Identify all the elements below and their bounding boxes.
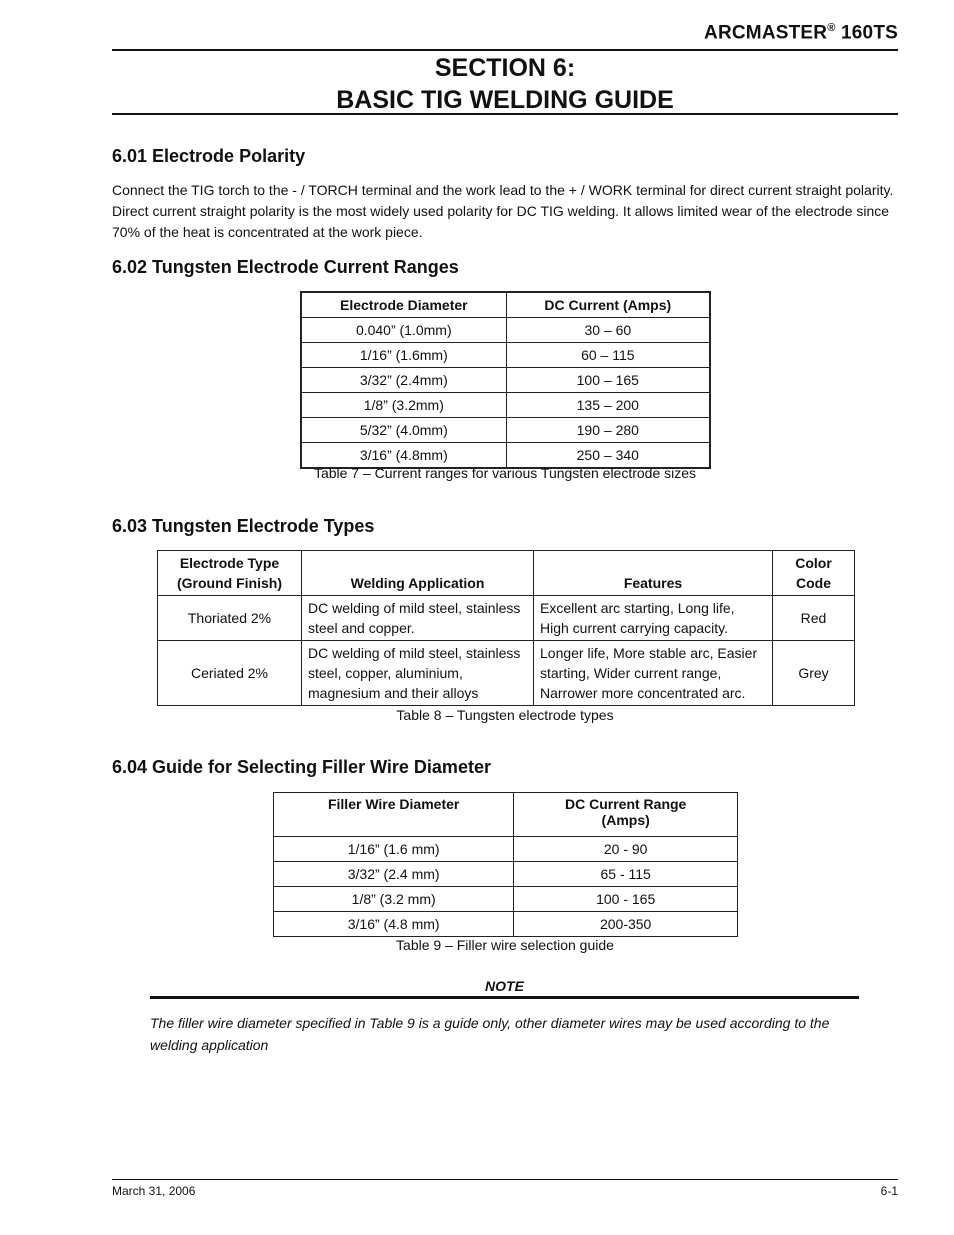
col-dc-current: DC Current (Amps) bbox=[506, 292, 710, 318]
table-cell: 1/16” (1.6mm) bbox=[301, 343, 506, 368]
table-cell: Longer life, More stable arc, Easier starting, Wider current range, Narrower more concentrated arc. bbox=[534, 641, 773, 706]
table-cell: 5/32” (4.0mm) bbox=[301, 418, 506, 443]
table-header-row bbox=[274, 793, 738, 837]
table-cell: 3/32” (2.4 mm) bbox=[274, 862, 514, 887]
col-electrode-type: Electrode Type (Ground Finish) bbox=[158, 551, 302, 596]
heading-6-01: 6.01 Electrode Polarity bbox=[112, 146, 306, 166]
table-cell: 30 – 60 bbox=[506, 318, 710, 343]
col-filler-wire-diameter: Filler Wire Diameter bbox=[274, 793, 514, 837]
col-dc-current-range: DC Current Range (Amps) bbox=[514, 793, 738, 837]
table-row bbox=[274, 837, 738, 862]
section-title bbox=[112, 52, 898, 116]
table-cell: Ceriated 2% bbox=[158, 641, 302, 706]
table-cell: 250 – 340 bbox=[506, 443, 710, 469]
registered-mark: ® bbox=[827, 22, 836, 34]
table-cell: DC welding of mild steel, stainless steel and copper. bbox=[302, 596, 534, 641]
table-header-row bbox=[301, 292, 710, 318]
polarity-paragraph: Connect the TIG torch to the - / TORCH terminal and the work lead to the + / WORK terminal for direct current straight polarity. Direct current straight polarity is the most widely used polarity for DC TIG welding. It allows limited wear of the electrode since 70% of the heat is concentrated at the work piece. bbox=[112, 182, 894, 240]
table-header-row bbox=[158, 551, 855, 596]
col-electrode-diameter: Electrode Diameter bbox=[301, 292, 506, 318]
table-cell: Excellent arc starting, Long life, High current carrying capacity. bbox=[534, 596, 773, 641]
table-cell: Red bbox=[773, 596, 855, 641]
brand-name: ARCMASTER bbox=[704, 22, 828, 44]
table-cell: Grey bbox=[773, 641, 855, 706]
col-features: Features bbox=[534, 551, 773, 596]
filler-wire-table bbox=[273, 792, 738, 937]
note-label: NOTE bbox=[485, 978, 524, 994]
page-number: 6-1 bbox=[880, 1184, 898, 1198]
note-text: The filler wire diameter specified in Table 9 is a guide only, other diameter wires may be used according to the welding application bbox=[150, 1015, 830, 1053]
table-row bbox=[274, 912, 738, 937]
table-cell: 100 - 165 bbox=[514, 887, 738, 912]
table-cell: 100 – 165 bbox=[506, 368, 710, 393]
table-row bbox=[301, 318, 710, 343]
heading-6-03: 6.03 Tungsten Electrode Types bbox=[112, 516, 375, 536]
table-8-caption: Table 8 – Tungsten electrode types bbox=[396, 707, 614, 723]
table-cell: 65 - 115 bbox=[514, 862, 738, 887]
table-cell: 135 – 200 bbox=[506, 393, 710, 418]
current-ranges-table bbox=[300, 291, 711, 469]
title-rule bbox=[112, 113, 898, 115]
table-cell: 190 – 280 bbox=[506, 418, 710, 443]
table-cell: 1/16” (1.6 mm) bbox=[274, 837, 514, 862]
col-welding-application: Welding Application bbox=[302, 551, 534, 596]
col-color-code: Color Code bbox=[773, 551, 855, 596]
header-rule bbox=[112, 49, 898, 51]
table-cell: 3/16” (4.8mm) bbox=[301, 443, 506, 469]
footer-date: March 31, 2006 bbox=[112, 1184, 196, 1198]
table-cell: 60 – 115 bbox=[506, 343, 710, 368]
table-row bbox=[274, 862, 738, 887]
table-cell: 1/8” (3.2 mm) bbox=[274, 887, 514, 912]
section-number: SECTION 6: bbox=[434, 54, 576, 82]
table-row bbox=[274, 887, 738, 912]
table-row bbox=[301, 343, 710, 368]
table-cell: 1/8” (3.2mm) bbox=[301, 393, 506, 418]
table-cell: 200-350 bbox=[514, 912, 738, 937]
table-row bbox=[301, 393, 710, 418]
table-cell: 0.040” (1.0mm) bbox=[301, 318, 506, 343]
table-cell: DC welding of mild steel, stainless steel, copper, aluminium, magnesium and their alloys bbox=[302, 641, 534, 706]
table-9-caption: Table 9 – Filler wire selection guide bbox=[396, 937, 614, 953]
brand-title bbox=[704, 22, 898, 44]
heading-6-02: 6.02 Tungsten Electrode Current Ranges bbox=[112, 257, 459, 277]
electrode-types-table bbox=[157, 550, 855, 706]
model-name: 160TS bbox=[841, 22, 898, 44]
heading-6-04: 6.04 Guide for Selecting Filler Wire Diameter bbox=[112, 757, 491, 777]
table-cell: Thoriated 2% bbox=[158, 596, 302, 641]
table-cell: 20 - 90 bbox=[514, 837, 738, 862]
table-7-caption: Table 7 – Current ranges for various Tungsten electrode sizes bbox=[313, 465, 697, 481]
table-cell: 3/16” (4.8 mm) bbox=[274, 912, 514, 937]
table-row bbox=[158, 641, 855, 706]
footer-rule bbox=[112, 1179, 898, 1180]
table-cell: 3/32” (2.4mm) bbox=[301, 368, 506, 393]
table-row bbox=[301, 418, 710, 443]
note-rule bbox=[150, 996, 859, 999]
section-name: BASIC TIG WELDING GUIDE bbox=[336, 86, 674, 114]
table-row bbox=[301, 368, 710, 393]
table-row bbox=[158, 596, 855, 641]
